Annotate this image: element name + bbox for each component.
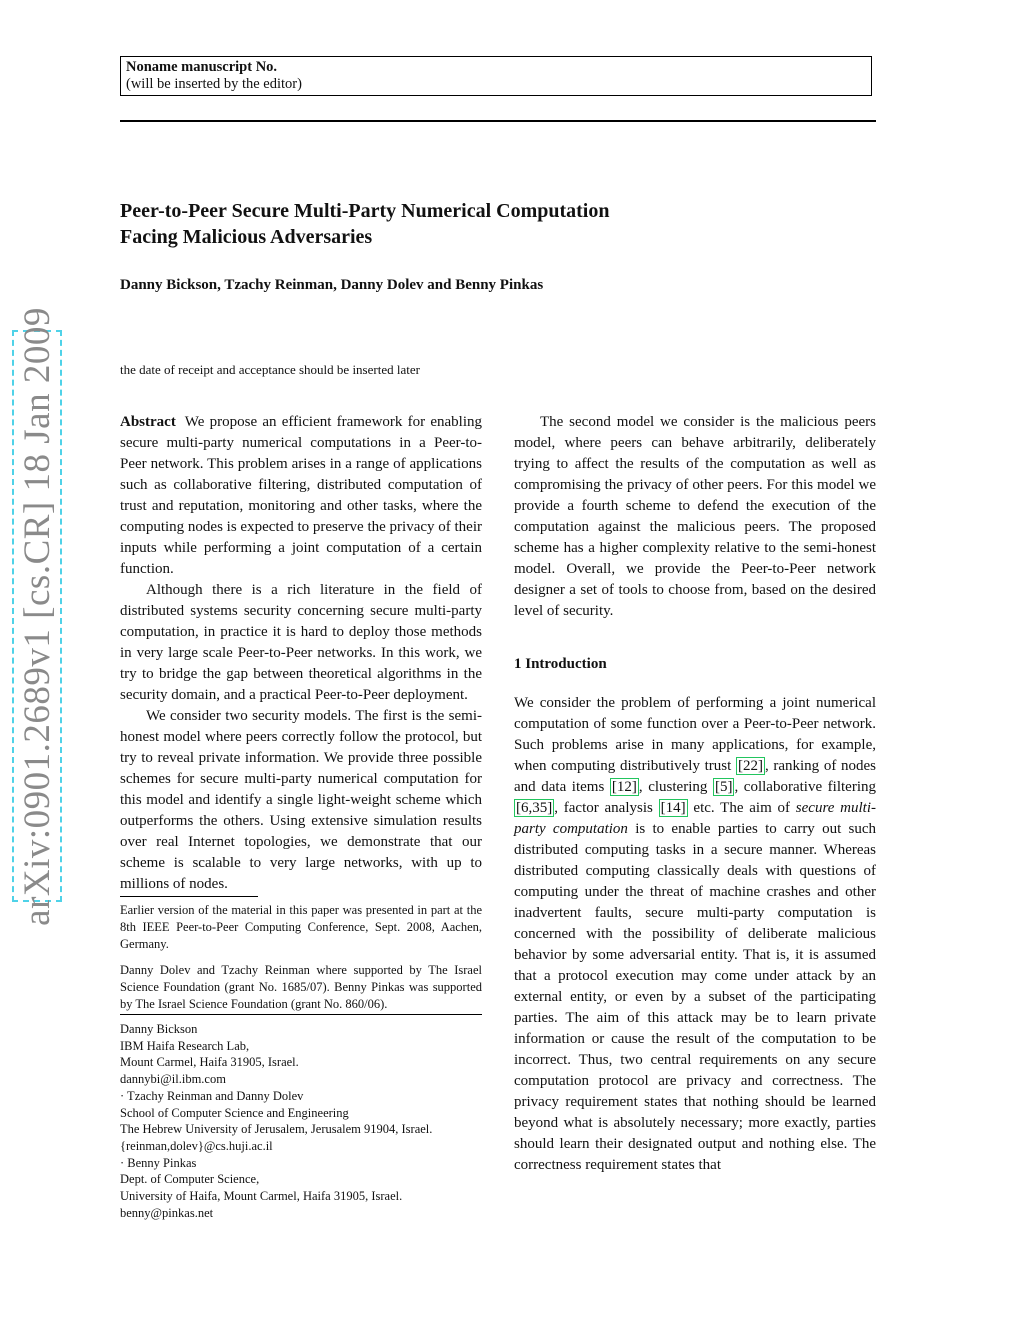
- intro-text-7: is to enable parties to carry out such distributed computing tasks in a secure manner. Whereas distributed computing classically deals with questions of computing under the threat of machine crashes and other inadvertent faults, secure multi-party computation is concerned with the possibility of deliberate malicious behavior by some adversarial entity. That is, it is assumed that a protocol execution may come under attack by an external entity, or even by a subset of the participating parties. The aim of this attack may be to learn private information or cause the result of the computation to be incorrect. Thus, two central requirements on any secure computation protocol are privacy and correctness. The privacy requirement states that nothing should be learned beyond what is absolutely necessary; more exactly, parties should learn their designated output and nothing else. The correctness requirement states that: [514, 821, 877, 1173]
- arxiv-stamp: [12, 306, 62, 926]
- intro-text-3: , clustering: [638, 779, 713, 795]
- left-column: [120, 412, 482, 895]
- address-line: · Benny Pinkas: [120, 1155, 197, 1170]
- abstract-paragraph-1: [120, 412, 482, 580]
- address-line: Mount Carmel, Haifa 31905, Israel.: [120, 1055, 299, 1070]
- abstract-label: Abstract: [120, 414, 176, 430]
- title-line-2: Facing Malicious Adversaries: [120, 226, 373, 248]
- citation-14[interactable]: [14]: [660, 800, 686, 816]
- citation-12[interactable]: [12]: [611, 779, 637, 795]
- email-line: benny@pinkas.net: [120, 1205, 214, 1220]
- manuscript-header-box: [120, 56, 872, 96]
- address-line: The Hebrew University of Jerusalem, Jerusalem 91904, Israel.: [120, 1122, 433, 1137]
- citation-5[interactable]: [5]: [714, 779, 733, 795]
- intro-text-5: , factor analysis: [554, 800, 659, 816]
- manuscript-number: Noname manuscript No.: [126, 59, 278, 75]
- footnote-funding: Danny Dolev and Tzachy Reinman where supported by The Israel Science Foundation (grant No. 1685/07). Benny Pinkas was supported by The Israel Science Foundation (grant No. 860/06).: [120, 963, 482, 1011]
- author-addresses: [120, 1021, 500, 1221]
- intro-text-1: We consider the problem of performing a joint numerical computation of some function over a Peer-to-Peer network. Such problems arise in many applications, for example, when computing distributively trust: [514, 695, 876, 774]
- address-line: University of Haifa, Mount Carmel, Haifa 31905, Israel.: [120, 1189, 403, 1204]
- intro-text-4: , collaborative filtering: [734, 779, 876, 795]
- title-line-1: Peer-to-Peer Secure Multi-Party Numerical Computation: [120, 200, 610, 222]
- address-line: School of Computer Science and Engineering: [120, 1105, 349, 1120]
- right-column: [514, 412, 876, 1176]
- citation-22[interactable]: [22]: [737, 758, 763, 774]
- paper-title: [120, 198, 820, 250]
- intro-text-2: , ranking of nodes and data items: [514, 758, 876, 795]
- intro-text-6: etc. The aim of: [687, 800, 796, 816]
- email-line: {reinman,dolev}@cs.huji.ac.il: [120, 1138, 273, 1153]
- abstract-text-1: We propose an efficient framework for enabling secure multi-party numerical computations in a Peer-to-Peer network. This problem arises in a range of applications such as collaborative filtering, distributed computation of trust and reputation, monitoring and other tasks, where the computing nodes is expected to preserve the privacy of their inputs while performing a joint computation of a certain function.: [120, 414, 482, 577]
- author-list: Danny Bickson, Tzachy Reinman, Danny Dolev and Benny Pinkas: [120, 277, 544, 293]
- address-line: Dept. of Computer Science,: [120, 1172, 260, 1187]
- address-rule: [120, 1014, 482, 1015]
- editor-note: (will be inserted by the editor): [126, 76, 302, 92]
- abstract-paragraph-2: Although there is a rich literature in the field of distributed systems security concerning secure multi-party computation, in practice it is hard to deploy those methods in very large scale Peer-to-Peer networks. In this work, we try to bridge the gap between theoretical algorithms in the security domain, and a practical Peer-to-Peer deployment.: [120, 582, 482, 703]
- address-line: IBM Haifa Research Lab,: [120, 1038, 250, 1053]
- arxiv-identifier: arXiv:0901.2689v1 [cs.CR] 18 Jan 2009: [16, 306, 58, 926]
- section-heading-introduction: 1 Introduction: [514, 656, 607, 672]
- emphasis-secure-mpc: secure multi-party computation: [514, 800, 876, 837]
- footnote-conference: Earlier version of the material in this paper was presented in part at the 8th IEEE Peer-to-Peer Computing Conference, Sept. 2008, Aachen, Germany.: [120, 903, 482, 951]
- footnote-rule: [120, 896, 258, 897]
- abstract-paragraph-4: The second model we consider is the malicious peers model, where peers can behave arbitrarily, deliberately trying to affect the results of the computation as well as compromising the privacy of other peers. For this model we provide a fourth scheme to defend the execution of the computation against the malicious peers. The proposed scheme has a higher complexity relative to the semi-honest model. Overall, we provide the Peer-to-Peer network designer a set of tools to choose from, based on the desired level of security.: [514, 414, 876, 619]
- intro-paragraph: [514, 693, 876, 1176]
- email-line: dannybi@il.ibm.com: [120, 1072, 226, 1087]
- citation-6-35[interactable]: [6,35]: [516, 800, 553, 816]
- abstract-paragraph-3: We consider two security models. The first is the semi-honest model where peers correctly follow the protocol, but try to reveal private information. We provide three possible schemes for secure multi-party numerical computation for this model and identify a single light-weight scheme which outperforms the others. Using extensive simulation results over real Internet topologies, we demonstrate that our scheme is scalable to very large networks, with up to millions of nodes.: [120, 708, 482, 892]
- date-note: the date of receipt and acceptance should be inserted later: [120, 362, 420, 377]
- address-line: Danny Bickson: [120, 1022, 198, 1036]
- address-line: · Tzachy Reinman and Danny Dolev: [120, 1088, 304, 1103]
- header-rule: [120, 120, 876, 122]
